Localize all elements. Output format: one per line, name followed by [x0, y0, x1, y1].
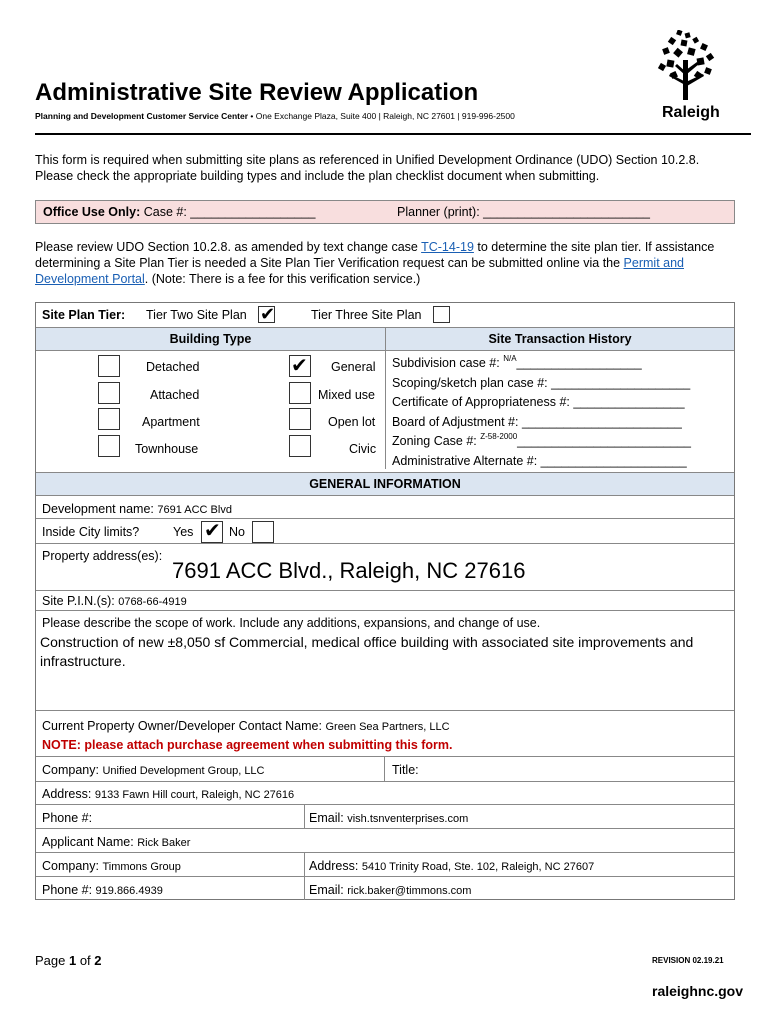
office-planner[interactable]: Planner (print): ________________________ — [397, 205, 650, 219]
owner-address-field[interactable]: Address: 9133 Fawn Hill court, Raleigh, NC 27616 — [42, 787, 295, 801]
yes-check-icon: ✔ — [204, 520, 221, 542]
owner-phone-field[interactable]: Phone #: — [42, 811, 93, 825]
revision-label: REVISION 02.19.21 — [652, 956, 724, 965]
development-name-field[interactable]: Development name: 7691 ACC Blvd — [42, 502, 232, 516]
general-label: General — [331, 360, 376, 374]
no-label: No — [229, 525, 245, 539]
city-limits-no-checkbox[interactable] — [252, 521, 274, 543]
yes-label: Yes — [173, 525, 194, 539]
city-limits-label: Inside City limits? — [42, 525, 140, 539]
detached-checkbox[interactable] — [98, 355, 120, 377]
building-type-header: Building Type — [36, 328, 385, 350]
office-use-box — [35, 200, 735, 224]
tier-three-checkbox[interactable] — [433, 306, 450, 323]
board-of-adjustment-field[interactable]: Board of Adjustment #: _______________________ — [392, 415, 682, 429]
owner-email-field[interactable]: Email: vish.tsnventerprises.com — [309, 811, 469, 825]
applicant-email-field[interactable]: Email: rick.baker@timmons.com — [309, 883, 472, 897]
form-title: Administrative Site Review Application — [35, 79, 479, 106]
page-indicator: Page 1 of 2 — [35, 953, 102, 968]
scope-of-work-value[interactable]: Construction of new ±8,050 sf Commercial, medical office building with associated site improvements and infrastructure. — [40, 634, 694, 669]
applicant-phone-field[interactable]: Phone #: 919.866.4939 — [42, 883, 163, 897]
title-field[interactable]: Title: — [392, 763, 419, 777]
subdivision-case-field[interactable]: Subdivision case #: $^{N/A}$__________________ — [392, 354, 642, 370]
tc-14-19-link[interactable]: TC-14-19 — [421, 240, 474, 254]
scoping-case-field[interactable]: Scoping/sketch plan case #: ____________________ — [392, 376, 691, 390]
form-subtitle: Planning and Development Customer Service Center • One Exchange Plaza, Suite 400 | Raleigh, NC 27601 | 919-996-2500 — [35, 111, 515, 121]
site-plan-tier-label: Site Plan Tier: — [42, 308, 126, 322]
logo-text: Raleigh — [662, 104, 720, 121]
applicant-address-field[interactable]: Address: 5410 Trinity Road, Ste. 102, Raleigh, NC 27607 — [309, 859, 595, 873]
attached-checkbox[interactable] — [98, 382, 120, 404]
scope-label: Please describe the scope of work. Include any additions, expansions, and change of use. — [42, 616, 541, 630]
tier-two-check-icon: ✔ — [260, 304, 276, 324]
office-case[interactable]: Case #: __________________ — [140, 205, 316, 219]
coa-field[interactable]: Certificate of Appropriateness #: ________________ — [392, 395, 685, 409]
intro-text: This form is required when submitting site plans as referenced in Unified Development Ordinance (UDO) Section 10.2.8. Please check the appropriate building types and include the plan checklist document when submitting. — [35, 153, 700, 183]
apartment-label: Apartment — [142, 415, 200, 429]
admin-alternate-field[interactable]: Administrative Alternate #: _____________________ — [392, 454, 687, 468]
general-check-icon: ✔ — [291, 355, 308, 377]
apartment-checkbox[interactable] — [98, 408, 120, 430]
general-info-header: GENERAL INFORMATION — [36, 473, 734, 495]
mixed-use-checkbox[interactable] — [289, 382, 311, 404]
header-divider — [35, 133, 751, 135]
townhouse-label: Townhouse — [135, 442, 199, 456]
property-address-value[interactable]: 7691 ACC Blvd., Raleigh, NC 27616 — [172, 558, 526, 583]
review-text: Please review UDO Section 10.2.8. as amended by text change case TC-14-19 to determine the site plan tier. If assistance determining a Site Plan Tier is needed a Site Plan Tier Verification request can be submitted online via the Permit and Development Portal. (Note: There is a fee for this verification service.) — [35, 240, 715, 286]
townhouse-checkbox[interactable] — [98, 435, 120, 457]
open-lot-checkbox[interactable] — [289, 408, 311, 430]
mixed-use-label: Mixed use — [318, 388, 375, 402]
office-use-label: Office Use Only: — [43, 205, 141, 219]
application-form — [35, 302, 735, 900]
detached-label: Detached — [146, 360, 200, 374]
site-pin-field[interactable]: Site P.I.N.(s): 0768-66-4919 — [42, 594, 187, 608]
footer-website: raleighnc.gov — [652, 983, 744, 999]
applicant-company-field[interactable]: Company: Timmons Group — [42, 859, 181, 873]
owner-contact-field[interactable]: Current Property Owner/Developer Contact Name: Green Sea Partners, LLC — [42, 719, 450, 733]
property-address-label: Property address(es): — [42, 549, 163, 563]
open-lot-label: Open lot — [328, 415, 376, 429]
purchase-agreement-note: NOTE: please attach purchase agreement when submitting this form. — [42, 738, 453, 752]
tier-two-label: Tier Two Site Plan — [146, 308, 247, 322]
zoning-case-field[interactable]: Zoning Case #: $^{Z-58-2000}$_________________________ — [392, 432, 691, 448]
site-transaction-header: Site Transaction History — [386, 328, 734, 350]
permit-portal-link[interactable]: Permit and Development Portal — [35, 256, 684, 286]
civic-label: Civic — [349, 442, 377, 456]
tier-three-label: Tier Three Site Plan — [311, 308, 422, 322]
applicant-name-field[interactable]: Applicant Name: Rick Baker — [42, 835, 191, 849]
company-field[interactable]: Company: Unified Development Group, LLC — [42, 763, 265, 777]
attached-label: Attached — [150, 388, 200, 402]
civic-checkbox[interactable] — [289, 435, 311, 457]
